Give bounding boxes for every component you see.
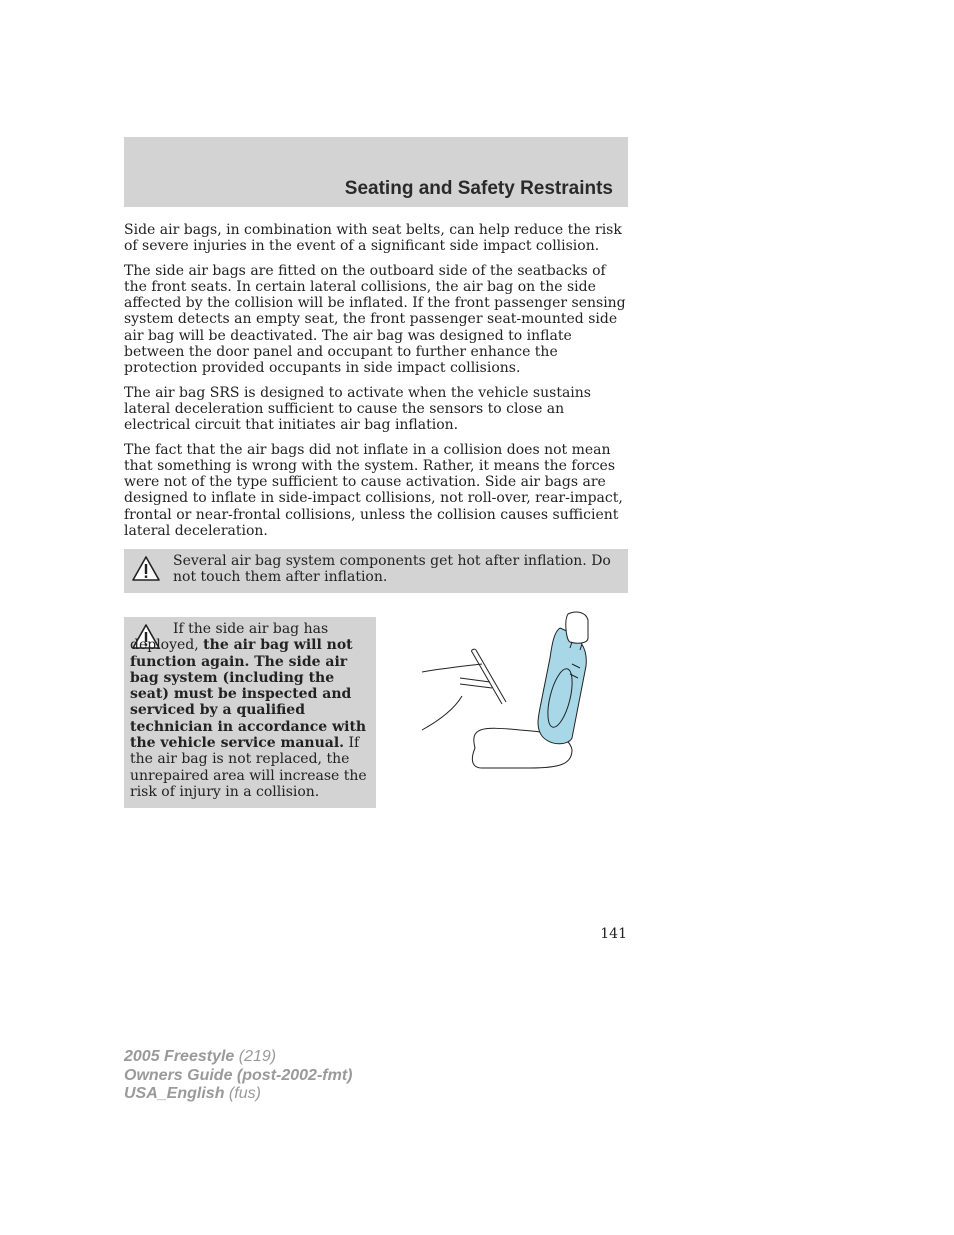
warning-triangle-icon: [131, 555, 161, 583]
paragraph-3: The air bag SRS is designed to activate when the vehicle sustains lateral deceleration sufficient to cause the sensors to close an electrical circuit that initiates air bag inflation.: [124, 384, 591, 434]
section-title: Seating and Safety Restraints: [344, 178, 613, 199]
footer-line-1: 2005 Freestyle (219): [124, 1048, 277, 1065]
warning-box-airbag-deployed: [124, 617, 376, 808]
warning-text: [130, 621, 370, 800]
footer-line-2: Owners Guide (post-2002-fmt): [124, 1066, 353, 1084]
warning-tail: If the air bag is not replaced, the unrepaired area will increase the risk of injury in a collision.: [130, 735, 367, 800]
body-text: [124, 222, 630, 547]
document-footer: [124, 1048, 352, 1104]
warning-bold: the air bag will not function again. The side air bag system (including the seat) must be inspected and serviced by a qualified technician in accordance with the vehicle service manual.: [130, 637, 367, 752]
footer-line-3: USA_English (fus): [124, 1085, 261, 1102]
section-header-band: [124, 137, 628, 207]
warning-box-hot-components: [124, 549, 628, 593]
warning-text: Several air bag system components get hot after inflation. Do not touch them after inflation.: [173, 553, 611, 586]
paragraph-4: The fact that the air bags did not inflate in a collision does not mean that something is wrong with the system. Rather, it means the forces were not of the type sufficient to cause activation. Side air bags are designed to inflate in side-impact collisions, not roll-over, rear-impact, frontal or near-frontal collisions, unless the collision causes sufficient lateral deceleration.: [124, 441, 623, 540]
paragraph-2: The side air bags are fitted on the outboard side of the seatbacks of the front seats. In certain lateral collisions, the air bag on the side affected by the collision will be inflated. If the front passenger sensing system detects an empty seat, the front passenger seat-mounted side air bag will be deactivated. The air bag was designed to inflate between the door panel and occupant to further enhance the protection provided occupants in side impact collisions.: [124, 262, 626, 377]
side-airbag-seat-illustration: [420, 608, 620, 773]
page-number: 141: [600, 926, 627, 942]
paragraph-1: Side air bags, in combination with seat belts, can help reduce the risk of severe injuries in the event of a significant side impact collision.: [124, 222, 622, 255]
warning-lead: If the side air bag has deployed,: [130, 621, 329, 654]
